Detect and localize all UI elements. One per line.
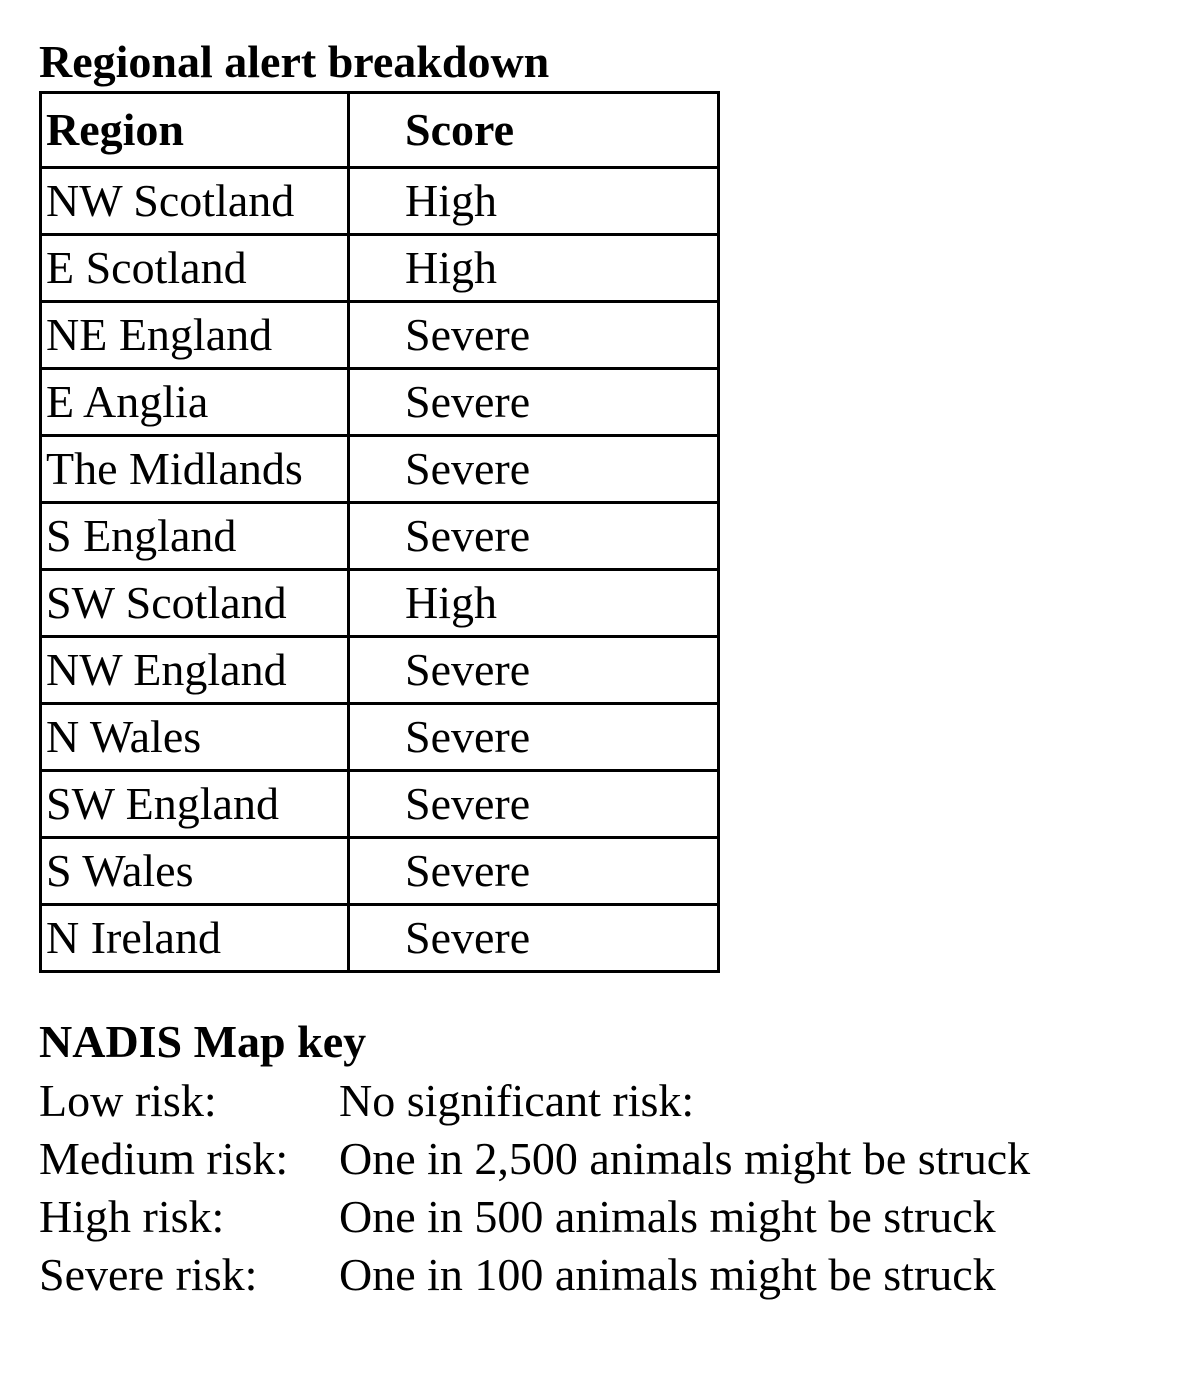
key-item-severe (39, 1246, 1030, 1304)
key-item-high (39, 1188, 1030, 1246)
score-cell: Severe (349, 637, 719, 704)
key-level-description: One in 100 animals might be struck (339, 1249, 996, 1300)
score-cell: High (349, 570, 719, 637)
region-cell: NW Scotland (41, 168, 349, 235)
region-cell: S England (41, 503, 349, 570)
table-row (41, 168, 719, 235)
score-cell: Severe (349, 369, 719, 436)
key-level-description: One in 500 animals might be struck (339, 1191, 996, 1242)
score-cell: Severe (349, 704, 719, 771)
region-cell: The Midlands (41, 436, 349, 503)
score-cell: Severe (349, 838, 719, 905)
score-cell: Severe (349, 771, 719, 838)
key-level-label: Medium risk: (39, 1133, 289, 1184)
region-cell: E Scotland (41, 235, 349, 302)
region-cell: SW Scotland (41, 570, 349, 637)
score-cell: High (349, 235, 719, 302)
score-cell: Severe (349, 302, 719, 369)
score-cell: Severe (349, 436, 719, 503)
table-row (41, 369, 719, 436)
region-cell: S Wales (41, 838, 349, 905)
table-row (41, 704, 719, 771)
key-level-description: No significant risk: (339, 1075, 695, 1126)
regional-alert-table (39, 91, 720, 973)
table-row (41, 771, 719, 838)
score-cell: Severe (349, 503, 719, 570)
table-row (41, 838, 719, 905)
region-cell: N Wales (41, 704, 349, 771)
key-level-label: Low risk: (39, 1075, 217, 1126)
map-key-title: NADIS Map key (39, 1016, 367, 1067)
table-row (41, 905, 719, 972)
table-row (41, 503, 719, 570)
region-cell: N Ireland (41, 905, 349, 972)
table-header-row (41, 93, 719, 168)
map-key-list (39, 1072, 1030, 1304)
header-region: Region (41, 93, 349, 168)
table-row (41, 436, 719, 503)
table-row (41, 302, 719, 369)
table-title: Regional alert breakdown (39, 36, 550, 87)
key-level-description: One in 2,500 animals might be struck (339, 1133, 1031, 1184)
table-row (41, 570, 719, 637)
score-cell: High (349, 168, 719, 235)
region-cell: SW England (41, 771, 349, 838)
region-cell: NW England (41, 637, 349, 704)
header-score: Score (349, 93, 719, 168)
table-row (41, 637, 719, 704)
key-item-low (39, 1072, 1030, 1130)
table-row (41, 235, 719, 302)
key-level-label: High risk: (39, 1191, 225, 1242)
key-level-label: Severe risk: (39, 1249, 258, 1300)
region-cell: E Anglia (41, 369, 349, 436)
key-item-medium (39, 1130, 1030, 1188)
region-cell: NE England (41, 302, 349, 369)
score-cell: Severe (349, 905, 719, 972)
